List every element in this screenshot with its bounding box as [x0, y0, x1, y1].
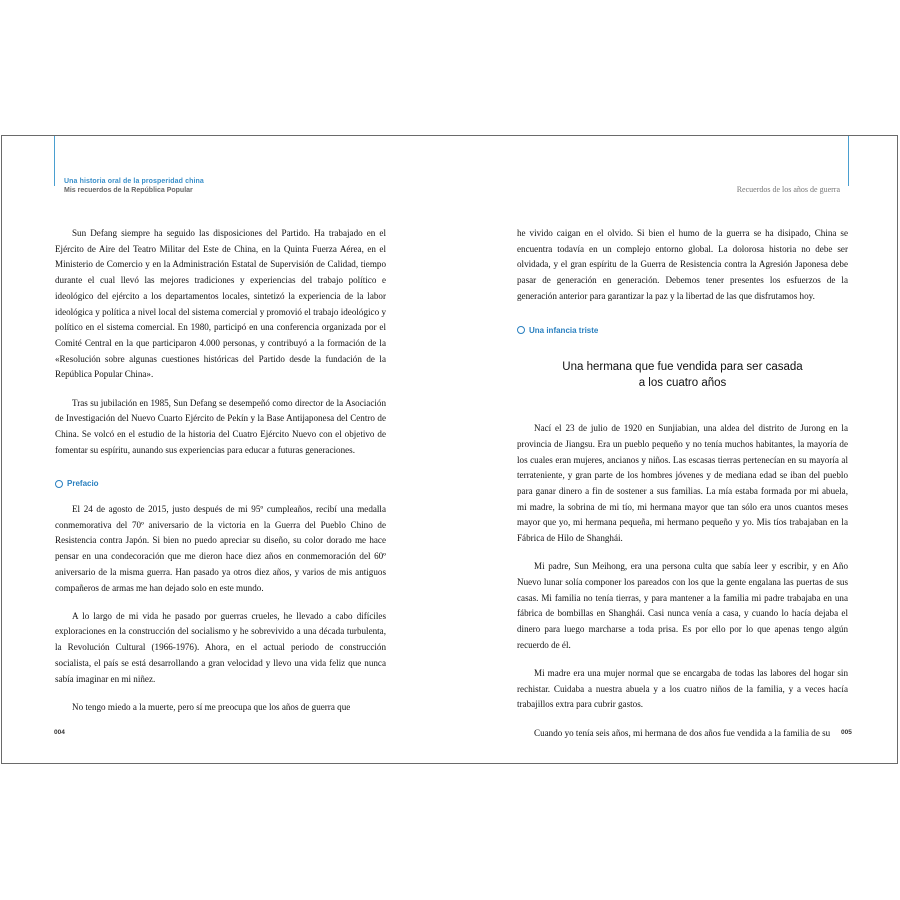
- paragraph-continued: he vivido caigan en el olvido. Si bien el humo de la guerra se ha disipado, China se encuentra todavía en un complejo entorno global. La dolorosa historia no debe ser olvidada, y el gran espíritu de la Guerra de Resistencia contra la Agresión Japonesa debe pasar de generación en generación. Debemos tener presentes los esfuerzos de la generación anterior para garantizar la paz y la libertad de las que disfrutamos hoy.: [517, 228, 848, 301]
- page-number-left: 004: [54, 729, 65, 736]
- paragraph: Cuando yo tenía seis años, mi hermana de dos años fue vendida a la familia de su: [534, 727, 831, 738]
- right-page-text: [517, 226, 848, 754]
- paragraph: A lo largo de mi vida he pasado por guerras crueles, he llevado a cabo difíciles exploraciones en la construcción del socialismo y he sobrevivido a una década turbulenta, la Revolución Cultural (1966-1976). Ahora, en el actual periodo de construcción socialista, el país se está desarrollando a gran velocidad y llevo una vida feliz que nunca sabía imaginar en mi niñez.: [55, 610, 386, 684]
- left-page-text: [55, 226, 386, 728]
- paragraph: No tengo miedo a la muerte, pero sí me preocupa que los años de guerra que: [72, 701, 351, 712]
- section-heading-infancia: [517, 323, 848, 339]
- circle-bullet-icon: [517, 326, 525, 334]
- chapter-title-line-2: a los cuatro años: [638, 376, 727, 389]
- section-heading-prefacio: [55, 476, 386, 492]
- book-spread: [1, 135, 898, 764]
- running-title: Recuerdos de los años de guerra: [736, 185, 840, 194]
- paragraph: Tras su jubilación en 1985, Sun Defang se desempeñó como director de la Asociación de Investigación del Nuevo Cuarto Ejército de Pekín y la Base Antijaponesa del Centro de China. Se volcó en el estudio de la historia del Cuatro Ejército Nuevo con el objetivo de fomentar su espíritu, aunando sus experiencias para educar a futuras generaciones.: [55, 397, 386, 455]
- circle-bullet-icon: [55, 480, 63, 488]
- page-number-right: 005: [841, 729, 852, 736]
- paragraph: Mi madre era una mujer normal que se encargaba de todas las labores del hogar sin rechistar. Cuidaba a nuestra abuela y a los cuatro niños de la familia, y a veces hacía trabajillos extra para cubrir gastos.: [517, 668, 848, 710]
- paragraph: Nací el 23 de julio de 1920 en Sunjiabian, una aldea del distrito de Jurong en la provincia de Jiangsu. Era un pueblo pequeño y no tenía muchos habitantes, la mayoría de los cuales eran mujeres, ancianos y niños. Las escasas tierras pertenecían en su mayoría al terrateniente, y gran parte de los hombres jóvenes y de mediana edad se iban del pueblo para ganar dinero a fin de sostener a sus familias. La mía estaba formada por mi abuela, mi madre, la sobrina de mi tío, mi hermana mayor que tan sólo era unos cuantos meses mayor que yo, mi hermana pequeña, mi hermano pequeño y yo. Mis tíos trabajaban en la Fábrica de Hilo de Shanghái.: [517, 423, 848, 544]
- paragraph: El 24 de agosto de 2015, justo después de mi 95º cumpleaños, recibí una medalla conmemorativa del 70º aniversario de la victoria en la Guerra del Pueblo Chino de Resistencia contra Japón. Si bien no puedo apreciar su diseño, su color dorado me hace pensar en una condecoración que me dieron hace diez años en conmemoración del 60º aniversario de la misma guerra. Han pasado ya otros diez años, y varios de mis antiguos compañeros de armas me han dejado solo en este mundo.: [55, 504, 386, 593]
- section-heading-label: Prefacio: [67, 479, 99, 489]
- header-rule-left: [54, 136, 55, 186]
- section-heading-label: Una infancia triste: [529, 325, 599, 335]
- chapter-title: [517, 360, 848, 391]
- paragraph: Mi padre, Sun Meihong, era una persona culta que sabía leer y escribir, y en Año Nuevo lunar solía componer los pareados con los que la gente engalana las puertas de sus casas. Mi familia no tenía tierras, y para mantener a la familia mi padre trabajaba en una fábrica de bombillas en Shanghái. Casi nunca venía a casa, y cuando lo hacía dejaba el dinero para luego marcharse a toda prisa. Es por ello por lo que apenas tengo algún recuerdo de él.: [517, 561, 848, 650]
- header-rule-right: [848, 136, 849, 186]
- paragraph: Sun Defang siempre ha seguido las disposiciones del Partido. Ha trabajado en el Ejército de Aire del Teatro Militar del Este de China, en la Quinta Fuerza Aérea, en el Ministerio de Comercio y en la Administración Estatal de Supervisión de Calidad, tiempo durante el cual llevó las mejores tradiciones y experiencias del trabajo político e ideológico del ejército a los departamentos locales, sintetizó la experiencia de la labor ideológica y política a nivel local del sistema comercial y promovió el trabajo ideológico y político en el sistema comercial. En 1980, participó en una conferencia organizada por el Comité Central en la que participaron 4.000 personas, y contribuyó a la formación de la «Resolución sobre algunas cuestiones históricas del Partido desde la fundación de la República Popular China».: [55, 228, 386, 380]
- chapter-title-line-1: Una hermana que fue vendida para ser casada: [562, 361, 803, 374]
- book-subtitle: Mis recuerdos de la República Popular: [64, 187, 193, 194]
- book-title: Una historia oral de la prosperidad china: [64, 178, 204, 185]
